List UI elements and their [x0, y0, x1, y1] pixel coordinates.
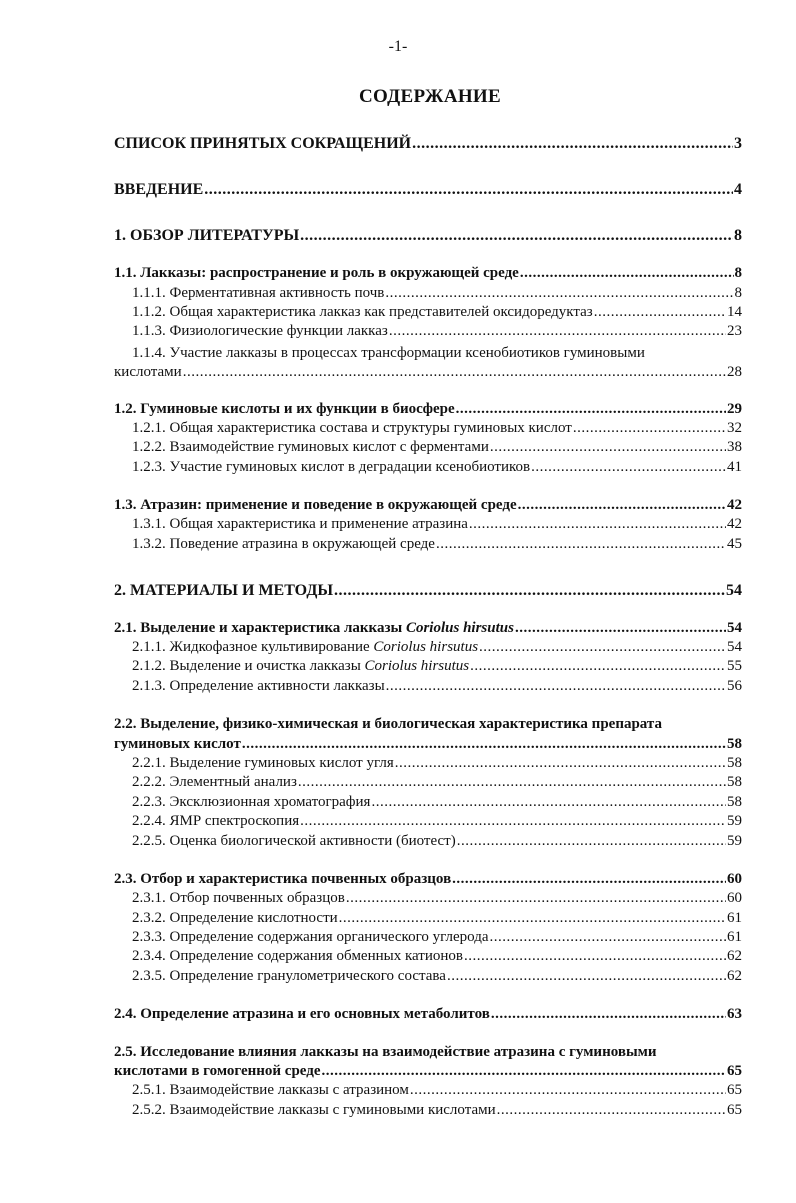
toc-entry-2-2-4: 2.2.4. ЯМР спектроскопия ..... 59 — [132, 812, 742, 831]
toc-entry-1-2: 1.2. Гуминовые кислоты и их функции в биосфере ..... 29 — [114, 400, 742, 419]
toc-entry-1-3-2: 1.3.2. Поведение атразина в окружающей среде ..... 45 — [132, 535, 742, 554]
toc-entry-2-2-1: 2.2.1. Выделение гуминовых кислот угля ..... 58 — [132, 754, 742, 773]
toc-entry-chapter-1: 1. ОБЗОР ЛИТЕРАТУРЫ ..... 8 — [114, 226, 742, 245]
toc-entry-2-3-4: 2.3.4. Определение содержания обменных катионов ..... 62 — [132, 947, 742, 966]
toc-entry-1-1-4-line2: кислотами ..... 28 — [114, 363, 742, 382]
toc-entry-2-3-3: 2.3.3. Определение содержания органического углерода ..... 61 — [132, 928, 742, 947]
toc-entry-1-3: 1.3. Атразин: применение и поведение в окружающей среде ..... 42 — [114, 496, 742, 515]
page-title: СОДЕРЖАНИЕ — [359, 86, 501, 107]
toc-entry-2-5-1: 2.5.1. Взаимодействие лакказы с атразином ..... 65 — [132, 1081, 742, 1100]
toc-entry-1-1-4-line1: 1.1.4. Участие лакказы в процессах трансформации ксенобиотиков гуминовыми — [132, 345, 645, 361]
toc-entry-2-1-1: 2.1.1. Жидкофазное культивирование Coriolus hirsutus ..... 54 — [132, 638, 742, 657]
toc-entry-1-2-1: 1.2.1. Общая характеристика состава и структуры гуминовых кислот ..... 32 — [132, 419, 742, 438]
toc-entry-2-1-3: 2.1.3. Определение активности лакказы ..... 56 — [132, 677, 742, 696]
toc-entry-2-2-3: 2.2.3. Эксклюзионная хроматография ..... 58 — [132, 793, 742, 812]
toc-entry-2-2-line1: 2.2. Выделение, физико-химическая и биологическая характеристика препарата — [114, 716, 662, 732]
toc-entry-2-4: 2.4. Определение атразина и его основных метаболитов ..... 63 — [114, 1005, 742, 1024]
toc-entry-abbreviations: СПИСОК ПРИНЯТЫХ СОКРАЩЕНИЙ ..... 3 — [114, 134, 742, 153]
toc-entry-1-2-2: 1.2.2. Взаимодействие гуминовых кислот с ферментами ..... 38 — [132, 438, 742, 457]
toc-entry-2-3-2: 2.3.2. Определение кислотности ..... 61 — [132, 909, 742, 928]
page-number: -1- — [388, 38, 408, 55]
toc-entry-1-1-3: 1.1.3. Физиологические функции лакказ ..... 23 — [132, 322, 742, 341]
toc-entry-2-3: 2.3. Отбор и характеристика почвенных образцов ..... 60 — [114, 870, 742, 889]
toc-entry-2-5-line1: 2.5. Исследование влияния лакказы на взаимодействие атразина с гуминовыми — [114, 1044, 657, 1060]
toc-entry-2-1: 2.1. Выделение и характеристика лакказы Coriolus hirsutus ..... 54 — [114, 619, 742, 638]
toc-entry-1-1-2: 1.1.2. Общая характеристика лакказ как представителей оксидоредуктаз ..... 14 — [132, 303, 742, 322]
toc-entry-1-1-1: 1.1.1. Ферментативная активность почв ..... 8 — [132, 284, 742, 303]
toc-entry-2-2-line2: гуминовых кислот ..... 58 — [114, 735, 742, 754]
toc-entry-1-3-1: 1.3.1. Общая характеристика и применение атразина ..... 42 — [132, 515, 742, 534]
toc-entry-2-3-1: 2.3.1. Отбор почвенных образцов ..... 60 — [132, 889, 742, 908]
toc-entry-1-2-3: 1.2.3. Участие гуминовых кислот в деградации ксенобиотиков ..... 41 — [132, 458, 742, 477]
toc-entry-2-5-2: 2.5.2. Взаимодействие лакказы с гуминовыми кислотами ..... 65 — [132, 1101, 742, 1120]
toc-entry-1-1: 1.1. Лакказы: распространение и роль в окружающей среде ..... 8 — [114, 264, 742, 283]
toc-entry-2-2-2: 2.2.2. Элементный анализ ..... 58 — [132, 773, 742, 792]
toc-entry-2-5-line2: кислотами в гомогенной среде ..... 65 — [114, 1062, 742, 1081]
toc-entry-2-1-2: 2.1.2. Выделение и очистка лакказы Coriolus hirsutus ..... 55 — [132, 657, 742, 676]
toc-entry-2-2-5: 2.2.5. Оценка биологической активности (биотест) ..... 59 — [132, 832, 742, 851]
toc-entry-chapter-2: 2. МАТЕРИАЛЫ И МЕТОДЫ ..... 54 — [114, 581, 742, 600]
toc-entry-introduction: ВВЕДЕНИЕ ..... 4 — [114, 180, 742, 199]
toc-entry-2-3-5: 2.3.5. Определение гранулометрического состава ..... 62 — [132, 967, 742, 986]
